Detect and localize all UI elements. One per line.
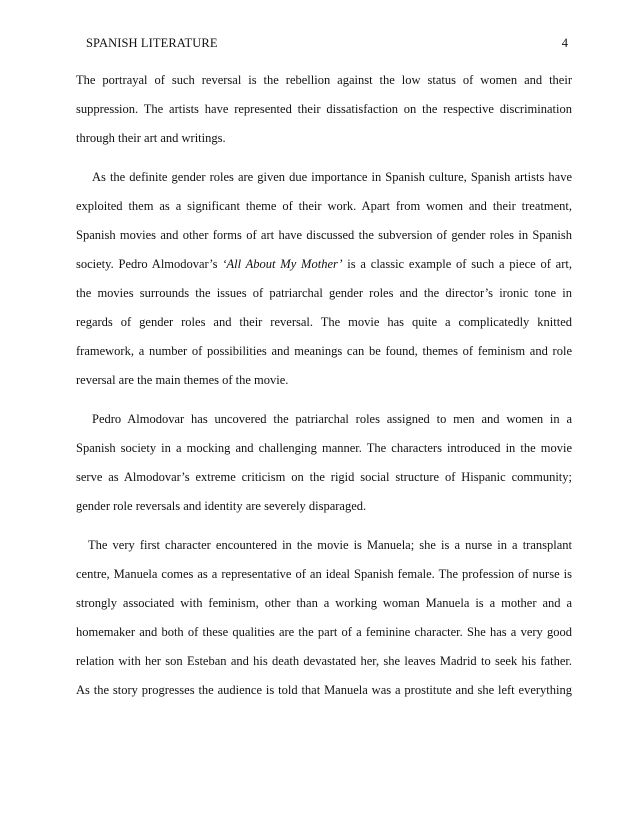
text-line: framework, a number of possibilities and meanings can be found, themes of feminism and role: [76, 344, 572, 358]
text-line: centre, Manuela comes as a representative of an ideal Spanish female. The profession of nurse is: [76, 567, 572, 581]
text-line: Spanish movies and other forms of art have discussed the subversion of gender roles in Spanish: [76, 228, 572, 242]
text-line: relation with her son Esteban and his death devastated her, she leaves Madrid to seek his father.: [76, 654, 572, 668]
text-line-with-title: [76, 250, 572, 279]
text-line: exploited them as a significant theme of their work. Apart from women and their treatment,: [76, 199, 572, 213]
text-line: suppression. The artists have represented their dissatisfaction on the respective discrimination: [76, 102, 572, 116]
text-line: reversal are the main themes of the movie.: [76, 373, 289, 387]
paragraph-1: [76, 66, 572, 153]
paragraph-2: [76, 163, 572, 395]
text-fragment: is a classic example of such a piece of art,: [342, 257, 572, 271]
running-head: SPANISH LITERATURE: [86, 36, 218, 50]
text-line: As the story progresses the audience is told that Manuela was a prostitute and she left everything: [76, 683, 572, 697]
text-line: through their art and writings.: [76, 131, 226, 145]
text-fragment: society. Pedro Almodovar’s: [76, 257, 223, 271]
text-line: The very first character encountered in the movie is Manuela; she is a nurse in a transplant: [88, 538, 572, 552]
text-line: The portrayal of such reversal is the rebellion against the low status of women and their: [76, 73, 572, 87]
text-line: strongly associated with feminism, other than a working woman Manuela is a mother and a: [76, 596, 572, 610]
text-line: serve as Almodovar’s extreme criticism on the rigid social structure of Hispanic community;: [76, 470, 572, 484]
body-text: [76, 66, 572, 705]
page-number: 4: [561, 36, 568, 50]
text-line: regards of gender roles and their reversal. The movie has quite a complicatedly knitted: [76, 315, 572, 329]
text-line: Pedro Almodovar has uncovered the patriarchal roles assigned to men and women in a: [92, 412, 572, 426]
text-line: gender role reversals and identity are severely disparaged.: [76, 499, 367, 513]
text-line: As the definite gender roles are given due importance in Spanish culture, Spanish artists have: [92, 170, 572, 184]
text-line: the movies surrounds the issues of patriarchal gender roles and the director’s ironic tone in: [76, 286, 572, 300]
text-line: Spanish society in a mocking and challenging manner. The characters introduced in the movie: [76, 441, 572, 455]
paragraph-3: [76, 405, 572, 521]
paragraph-4: [76, 531, 572, 705]
film-title: ‘All About My Mother’: [222, 257, 343, 271]
text-line: homemaker and both of these qualities are the part of a feminine character. She has a very good: [76, 625, 572, 639]
